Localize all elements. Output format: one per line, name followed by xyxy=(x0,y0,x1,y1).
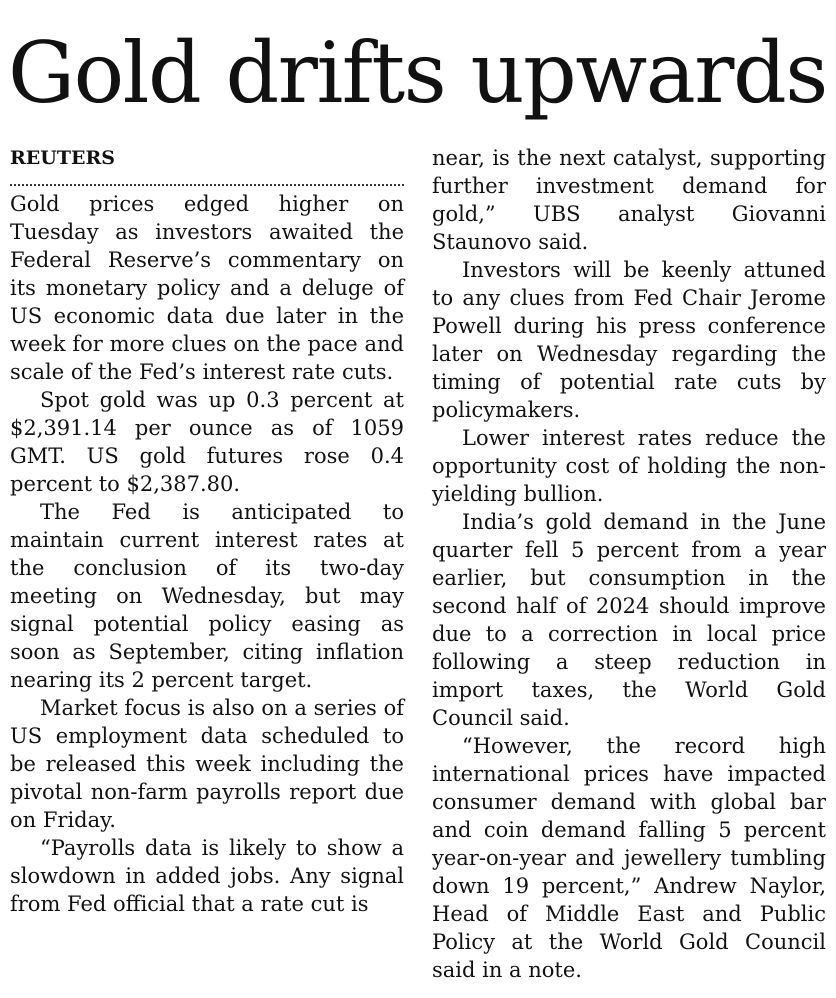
headline: Gold drifts upwards xyxy=(8,24,827,122)
paragraph: “However, the record high international prices have impacted consumer demand with global bar and coin demand falling 5 percent year-on-year and jewellery tumbling down 19 percent,” Andrew Naylor, Head of Middle East and Public Policy at the World Gold Council said in a note. xyxy=(432,734,826,982)
paragraph: Market focus is also on a series of US employment data scheduled to be released this week including the pivotal non-farm payrolls report due on Friday. xyxy=(10,696,404,832)
right-column xyxy=(432,144,826,984)
paragraph: Spot gold was up 0.3 percent at $2,391.14 per ounce as of 1059 GMT. US gold futures rose 0.4 percent to $2,387.80. xyxy=(10,388,404,496)
paragraph: The Fed is anticipated to maintain current interest rates at the conclusion of its two-day meeting on Wednesday, but may signal potential policy easing as soon as September, citing inflation nearing its 2 percent target. xyxy=(10,500,404,692)
paragraph: Gold prices edged higher on Tuesday as investors awaited the Federal Reserve’s commentary on its monetary policy and a deluge of US economic data due later in the week for more clues on the pace and scale of the Fed’s interest rate cuts. xyxy=(10,192,404,384)
byline-divider xyxy=(10,184,404,186)
paragraph: Lower interest rates reduce the opportunity cost of holding the non-yielding bullion. xyxy=(432,426,826,506)
paragraph: Investors will be keenly attuned to any clues from Fed Chair Jerome Powell during his press conference later on Wednesday regarding the timing of potential rate cuts by policymakers. xyxy=(432,258,826,422)
paragraph: India’s gold demand in the June quarter fell 5 percent from a year earlier, but consumption in the second half of 2024 should improve due to a correction in local price following a steep reduction in import taxes, the World Gold Council said. xyxy=(432,510,826,730)
paragraph: “Payrolls data is likely to show a slowdown in added jobs. Any signal from Fed official that a rate cut is xyxy=(10,836,404,916)
left-column xyxy=(10,144,404,918)
byline: REUTERS xyxy=(10,147,115,169)
paragraph: near, is the next catalyst, supporting further investment demand for gold,” UBS analyst Giovanni Staunovo said. xyxy=(432,146,826,254)
